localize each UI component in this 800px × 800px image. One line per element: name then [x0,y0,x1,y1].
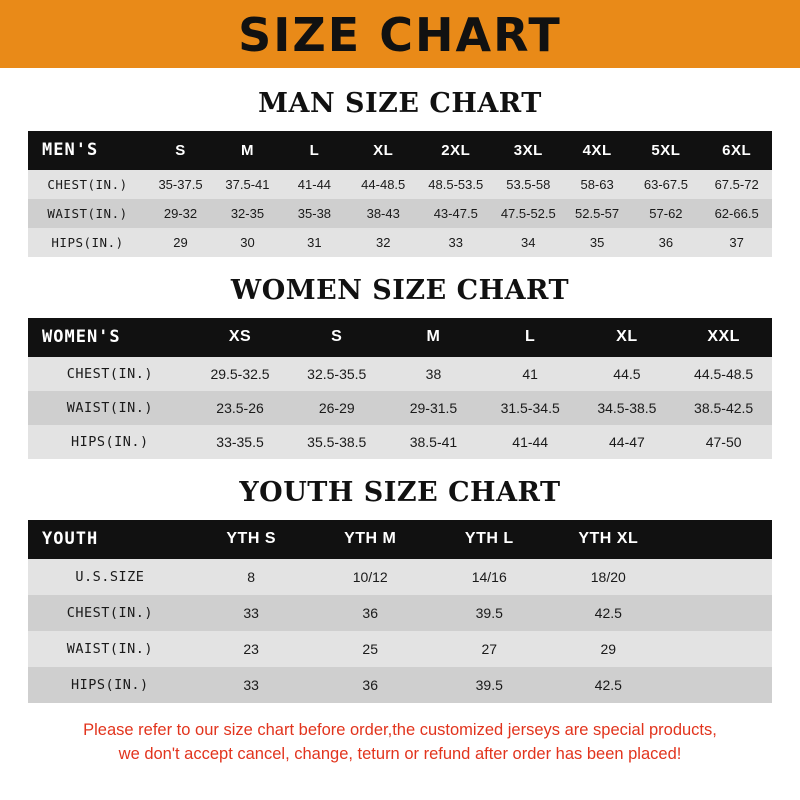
row-label: WAIST(IN.) [47,206,128,221]
table-row [28,425,772,459]
table-cell [668,595,772,631]
table-cell: 33 [243,677,259,693]
table-row [28,170,772,199]
table-cell: 36 [362,677,378,693]
footer-disclaimer [22,719,778,767]
table-cell: 29 [600,641,617,657]
table-cell: 36 [658,235,674,250]
table-row [28,357,772,391]
table-cell: 39.5 [475,677,503,693]
table-cell: 38-43 [366,206,400,221]
table-cell: 23 [243,641,259,657]
footer-line-1: Please refer to our size chart before order,the customized jerseys are special products, [83,721,717,739]
table-cell: 32 [375,235,391,250]
row-label: HIPS(IN.) [71,677,149,693]
table-cell: 35-37.5 [158,177,203,192]
row-label: CHEST(IN.) [47,177,128,192]
table-cell: 29 [173,235,188,250]
table-cell: 31.5-34.5 [500,400,560,416]
table-cell: 38.5-41 [409,434,458,450]
women-size-table [28,318,772,459]
table-cell: 36 [362,605,378,621]
table-cell: 27 [481,641,498,657]
women-header-cell: M [426,328,441,345]
table-row [28,199,772,228]
row-label: CHEST(IN.) [66,605,153,621]
page-banner [0,0,800,68]
man-header-cell: XL [373,141,394,159]
women-table-header-row [28,318,772,357]
man-section-heading: MAN SIZE CHART [258,88,542,119]
table-cell: 44.5 [613,366,641,382]
table-cell: 32.5-35.5 [307,366,367,382]
table-cell: 58-63 [580,177,614,192]
table-cell: 41-44 [512,434,549,450]
table-cell: 8 [247,569,256,585]
man-size-table [28,131,772,257]
table-cell: 43-47.5 [433,206,478,221]
table-row [28,667,772,703]
table-cell: 34 [521,235,536,250]
table-cell: 67.5-72 [714,177,759,192]
table-row [28,391,772,425]
table-cell: 62-66.5 [714,206,759,221]
table-cell: 32-35 [230,206,265,221]
table-cell: 23.5-26 [216,400,264,416]
youth-header-cell: YTH L [464,530,514,547]
row-label: HIPS(IN.) [51,235,124,250]
row-label: CHEST(IN.) [66,366,153,382]
table-cell: 53.5-58 [506,177,551,192]
footer-line-2: we don't accept cancel, change, teturn or refund after order has been placed! [118,744,682,763]
women-header-cell: L [525,328,536,345]
table-cell: 35.5-38.5 [307,434,367,450]
table-cell: 57-62 [649,206,683,221]
youth-table-wrapper [0,520,800,703]
table-cell: 14/16 [471,569,507,585]
table-cell [668,667,772,703]
table-cell: 44-48.5 [361,177,406,192]
man-header-cell: M [240,141,254,159]
table-cell: 35-38 [297,206,332,221]
women-header-cell: WOMEN'S [42,327,121,347]
table-cell: 26-29 [318,400,355,416]
women-header-cell: XS [228,328,252,345]
table-cell: 25 [362,641,378,657]
table-cell: 44-47 [609,434,645,450]
table-cell: 41 [522,366,538,382]
man-header-cell: S [175,141,186,159]
man-header-cell: L [309,141,320,159]
women-header-cell: XXL [707,328,740,345]
man-header-cell: 6XL [722,141,752,159]
women-section-heading: WOMEN SIZE CHART [230,275,570,306]
table-cell: 47-50 [705,434,742,450]
table-cell: 37.5-41 [225,177,270,192]
page-title: SIZE CHART [238,8,562,62]
table-cell: 38 [425,366,442,382]
youth-section-heading: YOUTH SIZE CHART [239,477,561,508]
man-table-wrapper [0,131,800,257]
table-row [28,228,772,257]
women-header-cell: S [331,328,343,345]
women-header-cell: XL [616,328,638,345]
table-cell: 38.5-42.5 [694,400,754,416]
row-label: U.S.SIZE [75,569,145,585]
table-cell: 10/12 [352,569,388,585]
table-cell: 42.5 [594,605,622,621]
women-table-wrapper [0,318,800,459]
table-cell: 34.5-38.5 [597,400,657,416]
youth-size-table [28,520,772,703]
table-cell: 37 [729,235,744,250]
man-header-cell: 5XL [651,141,681,159]
table-cell: 41-44 [297,177,332,192]
row-label: WAIST(IN.) [66,641,153,657]
table-cell: 42.5 [594,677,622,693]
table-cell: 29-32 [163,206,198,221]
table-cell: 44.5-48.5 [694,366,754,382]
table-row [28,595,772,631]
table-cell: 31 [307,235,322,250]
table-cell [668,559,772,595]
youth-header-cell [668,520,772,559]
table-row [28,559,772,595]
man-header-cell: MEN'S [42,140,99,160]
table-cell: 29-31.5 [409,400,458,416]
table-cell: 39.5 [475,605,503,621]
youth-header-cell: YTH XL [578,530,639,547]
table-cell: 35 [589,235,605,250]
table-cell: 47.5-52.5 [500,206,556,221]
table-cell: 30 [240,235,255,250]
man-header-cell: 2XL [441,141,471,159]
table-cell: 29.5-32.5 [210,366,270,382]
youth-header-cell: YOUTH [42,529,99,549]
youth-table-header-row [28,520,772,559]
table-row [28,631,772,667]
table-cell: 33 [243,605,259,621]
table-cell [668,631,772,667]
man-header-cell: 3XL [513,141,543,159]
table-cell: 48.5-53.5 [428,177,484,192]
table-cell: 33-35.5 [216,434,264,450]
row-label: WAIST(IN.) [66,400,153,416]
man-table-header-row [28,131,772,170]
youth-header-cell: YTH M [344,530,397,547]
man-header-cell: 4XL [582,141,612,159]
table-cell: 52.5-57 [575,206,620,221]
youth-header-cell: YTH S [226,530,276,547]
table-cell: 63-67.5 [643,177,688,192]
table-cell: 33 [448,235,463,250]
table-cell: 18/20 [590,569,626,585]
row-label: HIPS(IN.) [71,434,149,450]
